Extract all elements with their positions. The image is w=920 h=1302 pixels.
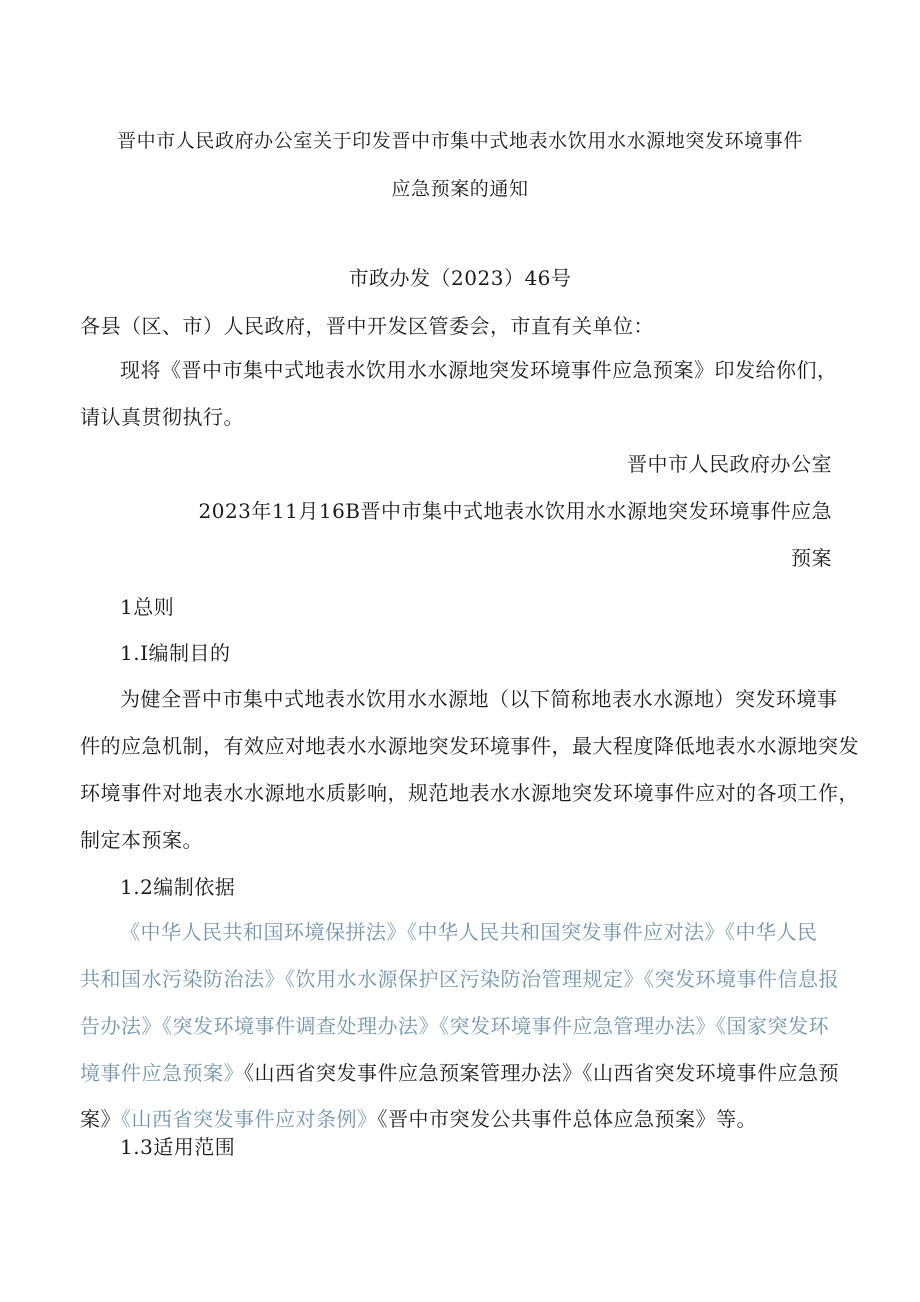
law-link[interactable]: 境事件应急预案》 xyxy=(80,1061,244,1085)
law-link[interactable]: 告办法》 xyxy=(80,1014,162,1038)
section-1-1-heading: 1.I编制目的 xyxy=(120,641,231,665)
law-link[interactable]: 《国家突发环 xyxy=(716,1014,829,1038)
law-link[interactable]: 《山西省突发事件应对条例》 xyxy=(121,1107,378,1131)
document-title-line-2: 应急预案的通知 xyxy=(391,178,529,200)
addressee: 各县（区、市）人民政府，晋中开发区管委会，市直有关单位： xyxy=(80,314,654,338)
basis-line-5 xyxy=(80,1105,757,1133)
basis-line-2 xyxy=(80,965,839,993)
basis-line-4 xyxy=(80,1059,839,1087)
section-1-heading: 1总则 xyxy=(120,595,175,619)
document-number: 市政办发（2023）46号 xyxy=(348,266,572,290)
law-link[interactable]: 《突发环境事件调查处理办法》 xyxy=(162,1014,439,1038)
law-link[interactable]: 《中华人民 xyxy=(725,920,818,944)
law-link[interactable]: 《饮用水水源保护区污染防治管理规定》 xyxy=(285,967,644,991)
purpose-line-4: 制定本预案。 xyxy=(80,828,203,852)
section-1-3-heading: 1.3适用范围 xyxy=(120,1135,236,1159)
notice-body-line-1: 现将《晋中市集中式地表水饮用水水源地突发环境事件应急预案》印发给你们， xyxy=(120,358,838,382)
issuer-signature: 晋中市人民政府办公室 xyxy=(627,452,832,476)
purpose-line-1: 为健全晋中市集中式地表水饮用水水源地（以下简称地表水水源地）突发环境事 xyxy=(120,687,838,711)
law-link[interactable]: 共和国水污染防治法》 xyxy=(80,967,285,991)
section-1-2-heading: 1.2编制依据 xyxy=(120,875,236,899)
law-link[interactable]: 《中华人民共和国突发事件应对法》 xyxy=(407,920,725,944)
basis-line-3 xyxy=(80,1012,829,1040)
purpose-line-2: 件的应急机制，有效应对地表水水源地突发环境事件，最大程度降低地表水水源地突发 xyxy=(80,734,859,758)
issue-date-line-continued: 预案 xyxy=(791,546,832,570)
document-title-line-1: 晋中市人民政府办公室关于印发晋中市集中式地表水饮用水水源地突发环境事件 xyxy=(116,130,803,152)
purpose-line-3: 环境事件对地表水水源地水质影响，规范地表水水源地突发环境事件应对的各项工作， xyxy=(80,781,859,805)
notice-body-line-2: 请认真贯彻执行。 xyxy=(80,405,244,429)
law-link[interactable]: 《突发环境事件应急管理办法》 xyxy=(439,1014,716,1038)
law-reference-text: 案》 xyxy=(80,1107,121,1131)
law-reference-text: 《山西省突发事件应急预案管理办法》《山西省突发环境事件应急预 xyxy=(244,1061,839,1085)
law-reference-text: 《晋中市突发公共事件总体应急预案》等。 xyxy=(377,1107,757,1131)
issue-date-line: 2023年11月16B晋中市集中式地表水饮用水水源地突发环境事件应急 xyxy=(198,499,832,523)
basis-line-1 xyxy=(120,918,818,946)
law-link[interactable]: 《中华人民共和国环境保拼法》 xyxy=(120,920,407,944)
law-link[interactable]: 《突发环境事件信息报 xyxy=(644,967,839,991)
